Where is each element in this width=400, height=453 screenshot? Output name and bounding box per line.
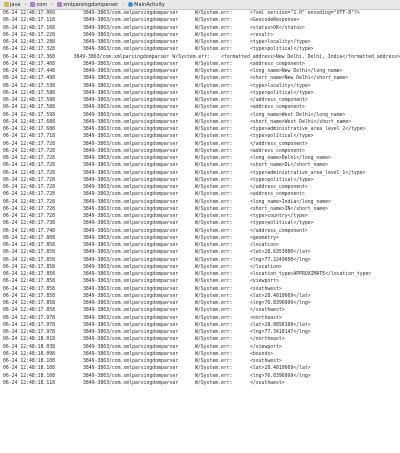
log-timestamp: 06-24 12:48:17.858 bbox=[3, 250, 55, 256]
log-message: <?xml version="1.0" encoding="UTF-8"?> bbox=[250, 11, 360, 16]
log-timestamp: 06-24 12:48:17.728 bbox=[3, 163, 55, 169]
log-timestamp: 06-24 12:48:17.858 bbox=[3, 293, 55, 299]
log-message: </southwest> bbox=[250, 380, 285, 386]
class-icon bbox=[128, 2, 133, 7]
log-tag: W/System.err: bbox=[195, 243, 233, 248]
log-process: 3849-3863/com.xmlparsingdomparser bbox=[83, 25, 179, 31]
log-row[interactable] bbox=[0, 249, 400, 256]
log-message: <short_name>IN</short_name> bbox=[250, 206, 328, 212]
log-tag: W/System.err: bbox=[195, 98, 233, 103]
log-row[interactable] bbox=[0, 365, 400, 372]
log-row[interactable] bbox=[0, 170, 400, 177]
log-tag: W/System.err: bbox=[195, 293, 233, 299]
log-tag: W/System.err: bbox=[195, 373, 233, 379]
log-message: <short_name>DL</short_name> bbox=[250, 163, 328, 169]
log-process: 3849-3863/com.xmlparsingdomparser bbox=[83, 32, 179, 38]
log-tag: W/System.err: bbox=[195, 61, 233, 67]
log-tag: W/System.err: bbox=[195, 337, 233, 343]
log-message: <location> bbox=[250, 243, 279, 248]
log-process: 3849-3863/com.xmlparsingdomparser bbox=[83, 322, 179, 328]
breadcrumb-item-package[interactable] bbox=[55, 2, 120, 8]
log-row[interactable] bbox=[0, 329, 400, 336]
log-timestamp: 06-24 12:48:17.858 bbox=[3, 279, 55, 285]
log-tag: W/System.err: bbox=[195, 351, 233, 357]
log-row[interactable] bbox=[0, 17, 400, 24]
log-process: 3849-3863/com.xmlparsingdomparser bbox=[83, 243, 179, 248]
log-row[interactable] bbox=[0, 278, 400, 285]
log-tag: W/System.err: bbox=[195, 40, 233, 45]
log-row[interactable] bbox=[0, 315, 400, 322]
breadcrumb-item-mainactivity[interactable] bbox=[126, 2, 167, 8]
log-message: <GeocodeResponse> bbox=[250, 18, 300, 24]
log-message: <lng>76.8396999</lng> bbox=[250, 373, 311, 379]
log-timestamp: 06-24 12:48:17.728 bbox=[3, 214, 55, 219]
log-message: </viewport> bbox=[250, 344, 282, 350]
log-timestamp: 06-24 12:48:17.728 bbox=[3, 177, 55, 183]
log-timestamp: 06-24 12:48:17.858 bbox=[3, 257, 55, 263]
log-row[interactable] bbox=[0, 54, 400, 61]
log-process: 3849-3863/com.xmlparsingdomparser bbox=[83, 61, 179, 67]
log-tag: W/System.err: bbox=[195, 199, 233, 205]
log-timestamp: 06-24 12:48:17.728 bbox=[3, 170, 55, 176]
log-message: <lng>77.2249600</lng> bbox=[250, 257, 311, 263]
log-timestamp: 06-24 12:48:17.858 bbox=[3, 243, 55, 248]
log-message: <lat>28.8898160</lat> bbox=[250, 322, 311, 328]
log-timestamp: 06-24 12:48:17.538 bbox=[3, 83, 55, 89]
log-row[interactable] bbox=[0, 141, 400, 148]
log-process: 3849-3863/com.xmlparsingdomparser bbox=[83, 105, 179, 111]
log-timestamp: 06-24 12:48:17.728 bbox=[3, 185, 55, 190]
log-row[interactable] bbox=[0, 300, 400, 307]
log-process: 3849-3863/com.xmlparsingdomparser bbox=[83, 11, 179, 16]
log-timestamp: 06-24 12:48:17.978 bbox=[3, 330, 55, 335]
log-tag: W/System.err: bbox=[172, 54, 210, 60]
log-tag: W/System.err: bbox=[195, 344, 233, 350]
log-message: <northeast> bbox=[250, 315, 282, 321]
log-message: </northeast> bbox=[250, 337, 285, 343]
log-message: <type>administrative_area_level_2</type> bbox=[250, 127, 366, 132]
log-message: <result> bbox=[250, 32, 274, 38]
log-row[interactable] bbox=[0, 162, 400, 169]
log-message: <type>locality</type> bbox=[250, 40, 311, 45]
log-process: 3849-3863/com.xmlparsingdomparser bbox=[83, 163, 179, 169]
log-tag: W/System.err: bbox=[195, 301, 233, 306]
log-message: <type>country</type> bbox=[250, 214, 308, 219]
log-message: <address_component> bbox=[250, 61, 305, 67]
log-message: <address_component> bbox=[250, 192, 305, 198]
log-message: <type>political</type> bbox=[250, 177, 314, 183]
log-tag: W/System.err: bbox=[195, 192, 233, 198]
log-message: <southwest> bbox=[250, 359, 282, 364]
log-process: 3849-3863/com.xmlparsingdomparser bbox=[83, 112, 179, 118]
log-row[interactable] bbox=[0, 104, 400, 111]
log-timestamp: 06-24 12:48:17.858 bbox=[3, 308, 55, 314]
log-tag: W/System.err: bbox=[195, 11, 233, 16]
log-timestamp: 06-24 12:48:17.498 bbox=[3, 76, 55, 82]
log-process: 3849-3863/com.xmlparsingdomparser bbox=[83, 47, 179, 53]
log-timestamp: 06-24 12:48:17.588 bbox=[3, 90, 55, 96]
log-message: <long_name>West Delhi</long_name> bbox=[250, 112, 346, 118]
log-timestamp: 06-24 12:48:17.448 bbox=[3, 69, 55, 74]
log-timestamp: 06-24 12:48:17.728 bbox=[3, 156, 55, 161]
log-timestamp: 06-24 12:48:18.108 bbox=[3, 366, 55, 372]
breadcrumb-separator: › bbox=[51, 1, 54, 8]
log-process: 3849-3863/com.xmlparsingdomparser bbox=[83, 279, 179, 285]
log-message: <short_name>New Delhi</short_name> bbox=[250, 76, 349, 82]
log-message: <address_component> bbox=[250, 105, 305, 111]
log-process: 3849-3863/com.xmlparsingdomparser bbox=[83, 330, 179, 335]
log-process: 3849-3863/com.xmlparsingdomparser bbox=[83, 293, 179, 299]
log-tag: W/System.err: bbox=[195, 69, 233, 74]
log-tag: W/System.err: bbox=[195, 163, 233, 169]
log-process: 3849-3863/com.xmlparsingdomparser bbox=[83, 18, 179, 24]
log-timestamp: 06-24 12:48:18.098 bbox=[3, 351, 55, 357]
log-timestamp: 06-24 12:48:17.728 bbox=[3, 192, 55, 198]
log-process: 3849-3863/com.xmlparsingdomparser bbox=[83, 192, 179, 198]
log-timestamp: 06-24 12:48:17.858 bbox=[3, 264, 55, 270]
log-tag: W/System.err: bbox=[195, 119, 233, 125]
log-row[interactable] bbox=[0, 155, 400, 162]
log-row[interactable] bbox=[0, 191, 400, 198]
log-message: <short_name>West Delhi</short_name> bbox=[250, 119, 352, 125]
log-tag: W/System.err: bbox=[195, 359, 233, 364]
log-process: 3849-3863/com.xmlparsingdomparser bbox=[83, 257, 179, 263]
log-message: </location> bbox=[250, 264, 282, 270]
log-timestamp: 06-24 12:48:17.728 bbox=[3, 199, 55, 205]
log-row[interactable] bbox=[0, 68, 400, 75]
log-message: <type>political</type> bbox=[250, 90, 314, 96]
log-process: 3849-3863/com.xmlparsingdomparser bbox=[83, 366, 179, 372]
log-tag: W/System.err: bbox=[195, 148, 233, 154]
breadcrumb-label: com bbox=[36, 1, 48, 8]
log-timestamp: 06-24 12:48:17.060 bbox=[3, 11, 55, 16]
log-process: 3849-3863/com.xmlparsingdomparser bbox=[83, 90, 179, 96]
logcat-output[interactable] bbox=[0, 10, 400, 387]
log-row[interactable] bbox=[0, 177, 400, 184]
log-tag: W/System.err: bbox=[195, 76, 233, 82]
log-timestamp: 06-24 12:48:17.748 bbox=[3, 228, 55, 234]
log-row[interactable] bbox=[0, 10, 400, 17]
log-message: <lng>77.3418147</lng> bbox=[250, 330, 311, 335]
log-message: <location_type>APPROXIMATE</location_type> bbox=[250, 272, 372, 277]
log-row[interactable] bbox=[0, 322, 400, 329]
log-message: </address_component> bbox=[250, 141, 308, 147]
log-row[interactable] bbox=[0, 83, 400, 90]
log-process: 3849-3863/com.xmlparsingdomparser bbox=[83, 141, 179, 147]
log-tag: W/System.err: bbox=[195, 308, 233, 314]
log-tag: W/System.err: bbox=[195, 272, 233, 277]
log-message: <type>political</type> bbox=[250, 221, 314, 227]
log-timestamp: 06-24 12:48:17.288 bbox=[3, 40, 55, 45]
breadcrumb-label: xmlparsingdomparser bbox=[63, 1, 119, 8]
log-timestamp: 06-24 12:48:17.588 bbox=[3, 105, 55, 111]
log-process: 3849-3863/com.xmlparsingdomparser bbox=[83, 134, 179, 140]
log-timestamp: 06-24 12:48:17.118 bbox=[3, 18, 55, 24]
log-message: </southwest> bbox=[250, 308, 285, 314]
log-timestamp: 06-24 12:48:17.858 bbox=[3, 301, 55, 306]
log-tag: W/System.err: bbox=[195, 134, 233, 140]
log-row[interactable] bbox=[0, 25, 400, 32]
log-process: 3849-3863/com.xmlparsingdomparser bbox=[83, 83, 179, 89]
log-message: </address_component> bbox=[250, 228, 308, 234]
log-message: <lat>28.4010669</lat> bbox=[250, 293, 311, 299]
log-message: <viewport> bbox=[250, 279, 279, 285]
log-timestamp: 06-24 12:48:17.718 bbox=[3, 134, 55, 140]
log-process: 3849-3863/com.xmlparsingdomparser bbox=[83, 199, 179, 205]
log-timestamp: 06-24 12:48:17.978 bbox=[3, 322, 55, 328]
log-row[interactable] bbox=[0, 286, 400, 293]
log-process: 3849-3863/com.xmlparsingdomparser bbox=[83, 98, 179, 103]
log-row[interactable] bbox=[0, 307, 400, 314]
folder-icon bbox=[4, 2, 9, 7]
log-message: <long_name>Delhi</long_name> bbox=[250, 156, 331, 161]
log-row[interactable] bbox=[0, 184, 400, 191]
log-tag: W/System.err: bbox=[195, 185, 233, 190]
log-timestamp: 06-24 12:48:17.228 bbox=[3, 32, 55, 38]
log-message: <lng>76.8396999</lng> bbox=[250, 301, 311, 306]
log-timestamp: 06-24 12:48:17.728 bbox=[3, 206, 55, 212]
log-tag: W/System.err: bbox=[195, 18, 233, 24]
log-row[interactable] bbox=[0, 32, 400, 39]
log-message: </address_component> bbox=[250, 185, 308, 190]
log-row[interactable] bbox=[0, 373, 400, 380]
log-process: 3849-3863/com.xmlparsingdomparser bbox=[83, 359, 179, 364]
log-process: 3849-3863/com.xmlparsingdomparser bbox=[83, 272, 179, 277]
log-message: <geometry> bbox=[250, 235, 279, 241]
log-timestamp: 06-24 12:48:18.108 bbox=[3, 373, 55, 379]
log-message: <lat>28.4010669</lat> bbox=[250, 366, 311, 372]
package-icon bbox=[57, 2, 62, 7]
log-message: <type>political</type> bbox=[250, 47, 314, 53]
log-message: <long_name>New Delhi</long_name> bbox=[250, 69, 343, 74]
log-message: </address_component> bbox=[250, 98, 308, 103]
breadcrumb-label: MainActivity bbox=[134, 1, 165, 8]
log-process: 3849-3863/com.xmlparsingdomparser bbox=[83, 235, 179, 241]
log-process: 3849-3863/com.xmlparsingdomparser bbox=[83, 344, 179, 350]
log-process: 3849-3863/com.xmlparsingdomparser bbox=[83, 337, 179, 343]
log-process: 3849-3863/com.xmlparsingdomparser bbox=[83, 221, 179, 227]
log-row[interactable] bbox=[0, 112, 400, 119]
log-process: 3849-3863/com.xmlparsingdomparser bbox=[83, 264, 179, 270]
log-process: 3849-3863/com.xmlparsingdomparser bbox=[83, 301, 179, 306]
log-message: <address_component> bbox=[250, 148, 305, 154]
log-timestamp: 06-24 12:48:17.858 bbox=[3, 272, 55, 277]
log-process: 3849-3863/com.xmlparsingdomparser bbox=[83, 69, 179, 74]
log-tag: W/System.err: bbox=[195, 25, 233, 31]
log-process: 3849-3863/com.xmlparsingdomparser bbox=[83, 170, 179, 176]
log-row[interactable] bbox=[0, 264, 400, 271]
log-tag: W/System.err: bbox=[195, 264, 233, 270]
log-timestamp: 06-24 12:48:17.688 bbox=[3, 119, 55, 125]
log-process: 3849-3863/com.xmlparsingdomparser bbox=[83, 351, 179, 357]
log-tag: W/System.err: bbox=[195, 228, 233, 234]
log-tag: W/System.err: bbox=[195, 83, 233, 89]
log-timestamp: 06-24 12:48:18.118 bbox=[3, 380, 55, 386]
log-message: <long_name>India</long_name> bbox=[250, 199, 331, 205]
log-row[interactable] bbox=[0, 220, 400, 227]
log-process: 3849-3863/com.xmlparsingdomparser bbox=[83, 228, 179, 234]
log-process: 3849-3863/com.xmlparsingdomparser bbox=[83, 76, 179, 82]
log-tag: W/System.err: bbox=[195, 286, 233, 292]
log-row[interactable] bbox=[0, 133, 400, 140]
log-tag: W/System.err: bbox=[195, 206, 233, 212]
log-row[interactable] bbox=[0, 257, 400, 264]
log-process: 3849-3863/com.xmlparsingdomparser bbox=[83, 214, 179, 219]
log-timestamp: 06-24 12:48:17.738 bbox=[3, 221, 55, 227]
breadcrumb-item-java[interactable] bbox=[2, 2, 22, 8]
breadcrumb-label: java bbox=[10, 1, 21, 8]
log-timestamp: 06-24 12:48:17.368 bbox=[3, 54, 55, 60]
log-tag: W/System.err: bbox=[195, 250, 233, 256]
log-row[interactable] bbox=[0, 358, 400, 365]
breadcrumb-item-com[interactable] bbox=[28, 2, 49, 8]
log-process: 3849-3863/com.xmlparsingdomparser bbox=[83, 119, 179, 125]
log-tag: W/System.err: bbox=[195, 105, 233, 111]
log-row[interactable] bbox=[0, 235, 400, 242]
log-tag: W/System.err: bbox=[195, 214, 233, 219]
log-timestamp: 06-24 12:48:17.408 bbox=[3, 61, 55, 67]
breadcrumb-separator: › bbox=[24, 1, 27, 8]
log-row[interactable] bbox=[0, 39, 400, 46]
log-row[interactable] bbox=[0, 61, 400, 68]
package-icon bbox=[30, 2, 35, 7]
log-timestamp: 06-24 12:48:17.168 bbox=[3, 25, 55, 31]
log-message: <type>administrative_area_level_1</type> bbox=[250, 170, 366, 176]
log-process: 3849-3863/com.xmlparsingdomparser bbox=[83, 308, 179, 314]
log-process: 3849-3863/com.xmlparsingdomparser bbox=[73, 54, 169, 60]
log-row[interactable] bbox=[0, 206, 400, 213]
log-process: 3849-3863/com.xmlparsingdomparser bbox=[83, 127, 179, 132]
log-tag: W/System.err: bbox=[195, 170, 233, 176]
breadcrumb bbox=[0, 0, 400, 10]
log-timestamp: 06-24 12:48:17.728 bbox=[3, 141, 55, 147]
log-row[interactable] bbox=[0, 344, 400, 351]
log-row[interactable] bbox=[0, 97, 400, 104]
log-row[interactable] bbox=[0, 119, 400, 126]
log-row[interactable] bbox=[0, 75, 400, 82]
log-timestamp: 06-24 12:48:17.588 bbox=[3, 98, 55, 103]
log-row[interactable] bbox=[0, 351, 400, 358]
log-row[interactable] bbox=[0, 271, 400, 278]
log-tag: W/System.err: bbox=[195, 156, 233, 161]
log-tag: W/System.err: bbox=[195, 90, 233, 96]
log-message: <type>political</type> bbox=[250, 134, 314, 140]
breadcrumb-separator: › bbox=[122, 1, 125, 8]
log-row[interactable] bbox=[0, 148, 400, 155]
log-row[interactable] bbox=[0, 242, 400, 249]
log-process: 3849-3863/com.xmlparsingdomparser bbox=[83, 148, 179, 154]
log-tag: W/System.err: bbox=[195, 32, 233, 38]
log-row[interactable] bbox=[0, 293, 400, 300]
log-row[interactable] bbox=[0, 90, 400, 97]
log-row[interactable] bbox=[0, 380, 400, 387]
log-timestamp: 06-24 12:48:18.108 bbox=[3, 359, 55, 364]
log-timestamp: 06-24 12:48:18.018 bbox=[3, 337, 55, 343]
log-tag: W/System.err: bbox=[195, 141, 233, 147]
log-message: <status>OK</status> bbox=[250, 25, 305, 31]
log-tag: W/System.err: bbox=[195, 380, 233, 386]
log-process: 3849-3863/com.xmlparsingdomparser bbox=[83, 315, 179, 321]
log-message: <bounds> bbox=[250, 351, 274, 357]
log-row[interactable] bbox=[0, 213, 400, 220]
log-timestamp: 06-24 12:48:17.808 bbox=[3, 235, 55, 241]
log-tag: W/System.err: bbox=[195, 315, 233, 321]
log-timestamp: 06-24 12:48:17.858 bbox=[3, 286, 55, 292]
log-tag: W/System.err: bbox=[195, 112, 233, 118]
log-process: 3849-3863/com.xmlparsingdomparser bbox=[83, 185, 179, 190]
log-row[interactable] bbox=[0, 228, 400, 235]
log-tag: W/System.err: bbox=[195, 47, 233, 53]
log-tag: W/System.err: bbox=[195, 322, 233, 328]
log-tag: W/System.err: bbox=[195, 221, 233, 227]
log-row[interactable] bbox=[0, 336, 400, 343]
log-row[interactable] bbox=[0, 126, 400, 133]
log-row[interactable] bbox=[0, 199, 400, 206]
log-tag: W/System.err: bbox=[195, 279, 233, 285]
log-timestamp: 06-24 12:48:17.328 bbox=[3, 47, 55, 53]
log-timestamp: 06-24 12:48:17.688 bbox=[3, 127, 55, 132]
log-timestamp: 06-24 12:48:17.598 bbox=[3, 112, 55, 118]
log-process: 3849-3863/com.xmlparsingdomparser bbox=[83, 206, 179, 212]
log-process: 3849-3863/com.xmlparsingdomparser bbox=[83, 286, 179, 292]
log-timestamp: 06-24 12:48:17.978 bbox=[3, 315, 55, 321]
log-process: 3849-3863/com.xmlparsingdomparser bbox=[83, 177, 179, 183]
log-timestamp: 06-24 12:48:17.728 bbox=[3, 148, 55, 154]
log-tag: W/System.err: bbox=[195, 366, 233, 372]
log-message: <type>locality</type> bbox=[250, 83, 311, 89]
log-tag: W/System.err: bbox=[195, 177, 233, 183]
log-process: 3849-3863/com.xmlparsingdomparser bbox=[83, 373, 179, 379]
log-message: <southwest> bbox=[250, 286, 282, 292]
log-message: <lat>28.6353080</lat> bbox=[250, 250, 311, 256]
log-timestamp: 06-24 12:48:18.038 bbox=[3, 344, 55, 350]
log-process: 3849-3863/com.xmlparsingdomparser bbox=[83, 250, 179, 256]
log-tag: W/System.err: bbox=[195, 235, 233, 241]
log-tag: W/System.err: bbox=[195, 127, 233, 132]
log-row[interactable] bbox=[0, 46, 400, 53]
log-process: 3849-3863/com.xmlparsingdomparser bbox=[83, 40, 179, 45]
log-tag: W/System.err: bbox=[195, 257, 233, 263]
log-tag: W/System.err: bbox=[195, 330, 233, 335]
log-process: 3849-3863/com.xmlparsingdomparser bbox=[83, 380, 179, 386]
log-process: 3849-3863/com.xmlparsingdomparser bbox=[83, 156, 179, 161]
log-message: <formatted_address>New Delhi, Delhi, India</formatted_address> bbox=[220, 54, 400, 60]
